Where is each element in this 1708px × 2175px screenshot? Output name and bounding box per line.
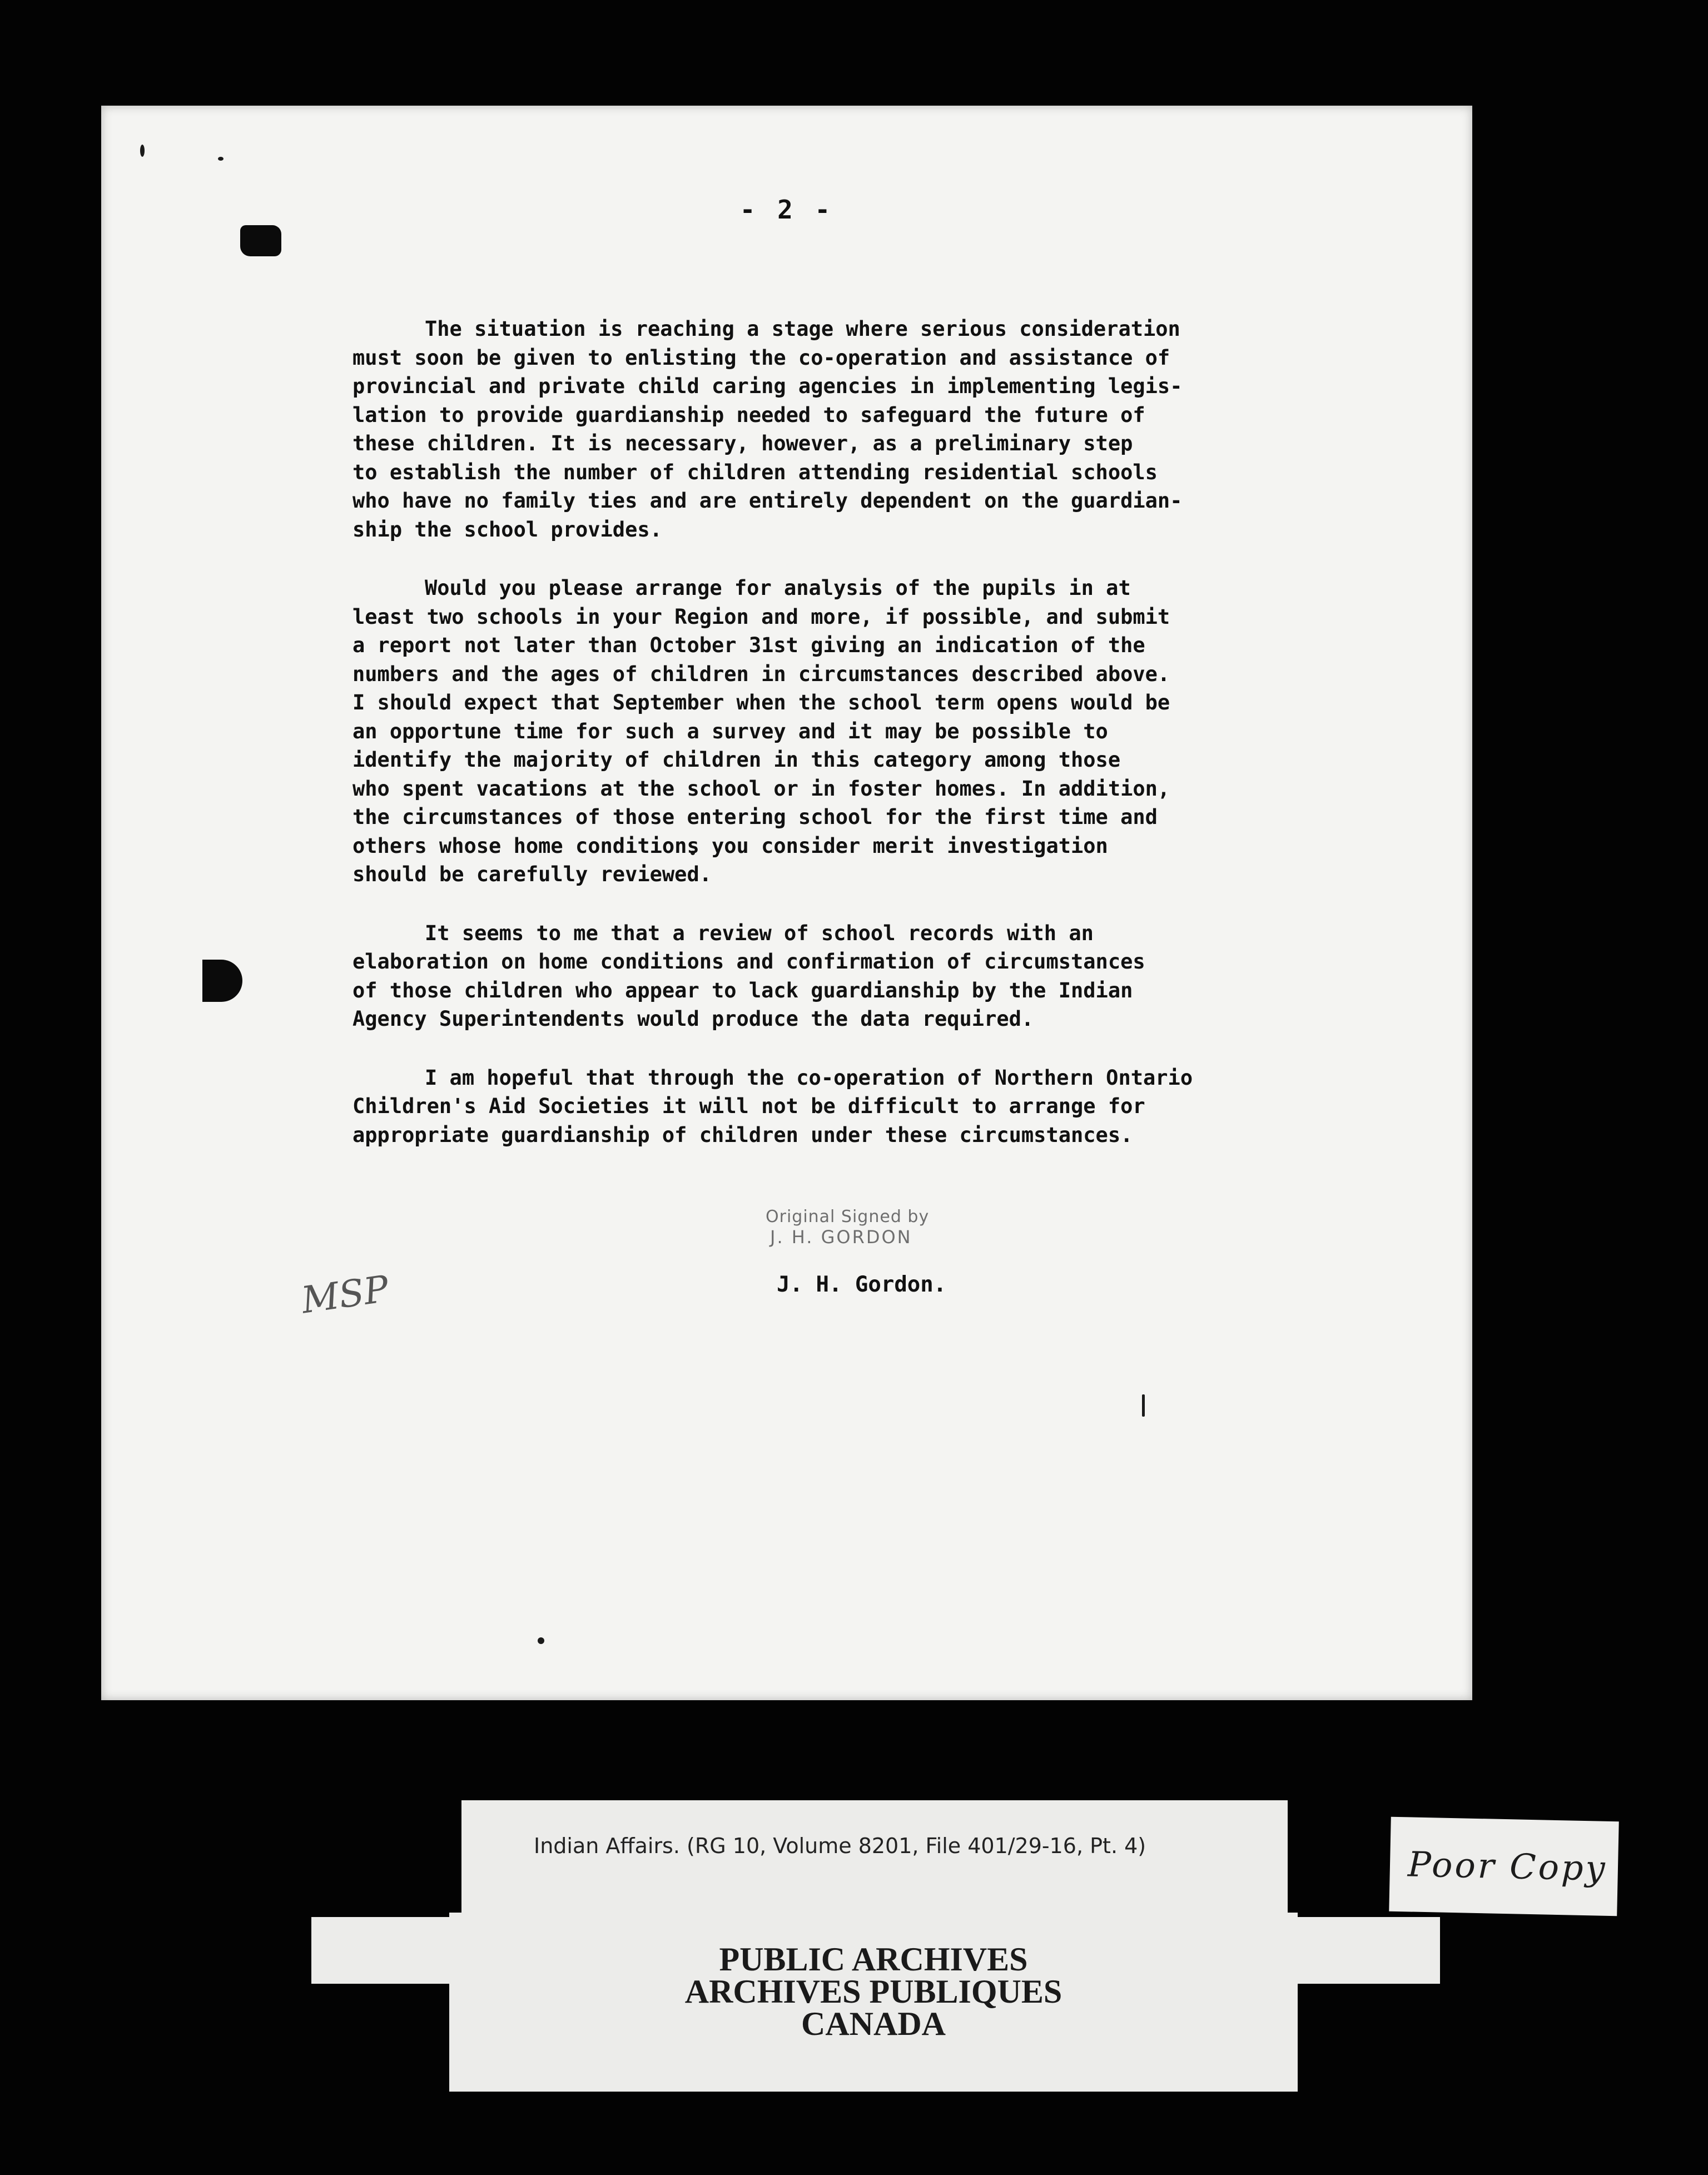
archives-title — [449, 1943, 1298, 2040]
text-line: who have no family ties and are entirely dependent on the guardian- — [352, 489, 1183, 513]
signature-stamp — [766, 1208, 929, 1247]
text-line: appropriate guardianship of children under these circumstances. — [352, 1123, 1133, 1147]
text-line: Children's Aid Societies it will not be difficult to arrange for — [352, 1094, 1145, 1118]
text-line: provincial and private child caring agencies in implementing legis- — [352, 374, 1183, 398]
film-speck — [538, 1637, 544, 1644]
film-speck — [140, 145, 145, 157]
film-speck — [218, 157, 224, 161]
poor-copy-tag — [1389, 1817, 1618, 1916]
text-line: least two schools in your Region and more, if possible, and submit — [352, 604, 1170, 629]
handwritten-initials: MSP — [299, 1267, 391, 1322]
text-line: I should expect that September when the school term opens would be — [352, 691, 1170, 714]
text-line: elaboration on home conditions and confirmation of circumstances — [352, 950, 1145, 974]
stamp-line: J. H. GORDON — [770, 1226, 912, 1248]
paragraph — [352, 1064, 1309, 1150]
text-line: the circumstances of those entering school for the first time and — [352, 805, 1158, 829]
text-line: a report not later than October 31st giving an indication of the — [352, 633, 1145, 657]
paragraph — [352, 574, 1309, 889]
paragraph — [352, 919, 1309, 1034]
text-line: It seems to me that a review of school records with an — [425, 921, 1094, 945]
text-line: to establish the number of children attending residential schools — [352, 460, 1158, 484]
film-speck — [1142, 1394, 1145, 1417]
poor-copy-text: Poor Copy — [1407, 1844, 1608, 1889]
text-line: ship the school provides. — [352, 517, 662, 542]
text-line: lation to provide guardianship needed to safeguard the future of — [352, 403, 1145, 427]
signature-name: J. H. Gordon. — [777, 1272, 947, 1297]
text-line: who spent vacations at the school or in foster homes. In addition, — [352, 776, 1170, 801]
text-line: identify the majority of children in this category among those — [352, 748, 1121, 772]
text-line: of those children who appear to lack guardianship by the Indian — [352, 978, 1133, 1002]
text-line: others whose home conditions you consider merit investigation — [352, 833, 1108, 858]
archives-title-line: PUBLIC ARCHIVES — [719, 1941, 1028, 1978]
punch-hole-mark — [240, 225, 281, 256]
archive-citation: Indian Affairs. (RG 10, Volume 8201, File 401/29-16, Pt. 4) — [534, 1834, 1146, 1858]
text-line: these children. It is necessary, however, as a preliminary step — [352, 431, 1133, 455]
archive-label-top — [461, 1800, 1288, 1917]
letter-page — [101, 106, 1472, 1700]
text-line: I am hopeful that through the co-operation of Northern Ontario — [425, 1065, 1193, 1090]
text-line: numbers and the ages of children in circumstances described above. — [352, 662, 1170, 686]
archives-title-line: CANADA — [801, 2005, 946, 2042]
paragraph — [352, 315, 1309, 544]
text-line: Agency Superintendents would produce the data required. — [352, 1007, 1034, 1031]
text-line: an opportune time for such a survey and it may be possible to — [352, 719, 1108, 743]
archive-label-lower — [449, 1913, 1298, 2092]
stamp-line: Original Signed by — [766, 1207, 930, 1226]
text-line: The situation is reaching a stage where serious consideration — [425, 317, 1180, 341]
text-line: must soon be given to enlisting the co-operation and assistance of — [352, 345, 1170, 370]
text-line: Would you please arrange for analysis of the pupils in at — [425, 576, 1131, 600]
text-line: should be carefully reviewed. — [352, 862, 712, 886]
archives-title-line: ARCHIVES PUBLIQUES — [684, 1973, 1062, 2010]
punch-hole-mark — [202, 960, 242, 1002]
letter-body — [352, 315, 1309, 1179]
page-number: - 2 - — [739, 195, 834, 225]
